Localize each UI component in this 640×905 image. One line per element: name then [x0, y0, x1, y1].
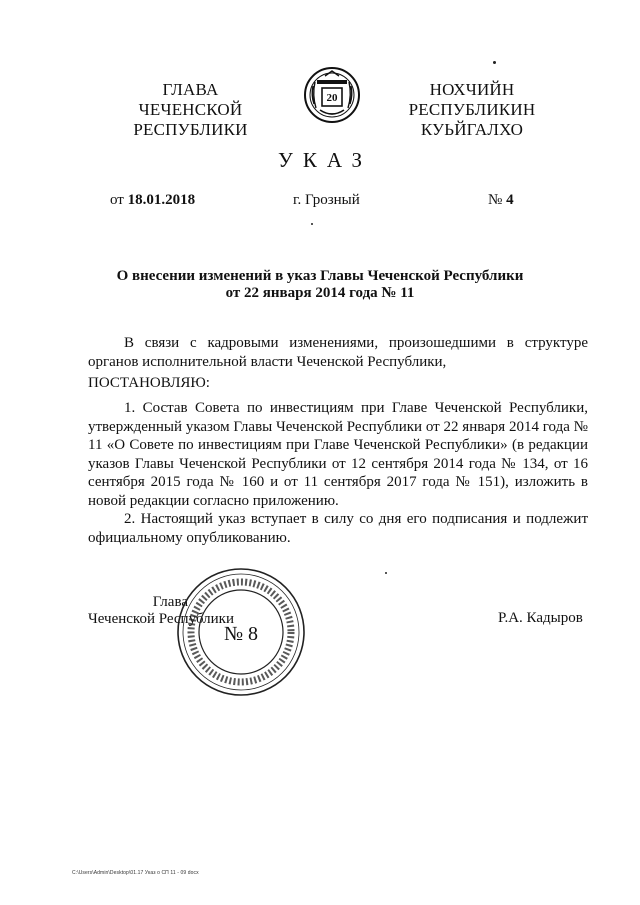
- item1-paragraph: [88, 399, 588, 510]
- decree-word: ПОСТАНОВЛЯЮ:: [88, 375, 210, 391]
- file-path-footer: С:\Users\Admin\Desktop\01.17 Указ о СП 11 - 09 docx: [72, 870, 199, 876]
- header-left: [88, 80, 293, 140]
- svg-text:20: 20: [326, 92, 338, 104]
- document-city: г. Грозный: [293, 192, 360, 208]
- ink-dot: [493, 61, 496, 64]
- document-title: УКАЗ: [277, 148, 373, 172]
- document-subject: [0, 268, 640, 302]
- header-left-line2: ЧЕЧЕНСКОЙ РЕСПУБЛИКИ: [133, 100, 248, 139]
- subject-line1: О внесении изменений в указ Главы Чеченской Республики: [116, 268, 524, 284]
- document-number: [488, 192, 514, 209]
- item2-text: 2. Настоящий указ вступает в силу со дня его подписания и подлежит официальному опубликованию.: [88, 511, 588, 546]
- seal-number: № 8: [223, 623, 259, 645]
- item2-paragraph: [88, 510, 588, 547]
- header-right-line2: КУЬЙГАЛХО: [420, 120, 524, 139]
- signatory-position: [88, 594, 234, 628]
- date-value: 18.01.2018: [127, 192, 196, 208]
- date-prefix: от: [110, 192, 124, 208]
- preamble-text: В связи с кадровыми изменениями, произошедшими в структуре органов исполнительной власти Чеченской Республики,: [88, 335, 588, 370]
- document-date: [110, 192, 195, 209]
- official-seal-stamp: [175, 566, 307, 698]
- number-value: 4: [506, 192, 514, 208]
- number-prefix: №: [488, 192, 503, 208]
- ink-dot: [385, 572, 387, 574]
- republic-emblem-icon: [303, 66, 361, 124]
- subject-line2: от 22 января 2014 года № 11: [225, 285, 415, 301]
- ink-dot: [311, 223, 313, 225]
- preamble-paragraph: [88, 334, 588, 371]
- signatory-name: Р.А. Кадыров: [498, 610, 583, 626]
- header-left-line1: ГЛАВА: [162, 80, 219, 99]
- item1-text: 1. Состав Совета по инвестициям при Главе Чеченской Республики, утвержденный указом Главы Чеченской Республики от 22 января 2014 года № 11 «О Совете по инвестициям при Главе Чеченской Республики» (в редакции указов Главы Чеченской Республики от 12 сентября 2014 года № 134, от 16 сентября 2015 года № 160 и от 11 сентября 2017 года № 151), изложить в новой редакции согласно приложению.: [88, 400, 588, 509]
- position-line1: Глава: [152, 594, 188, 610]
- header-right: [372, 80, 572, 140]
- header-right-line1: НОХЧИЙН РЕСПУБЛИКИН: [408, 80, 536, 119]
- position-line2: Чеченской Республики: [88, 611, 234, 627]
